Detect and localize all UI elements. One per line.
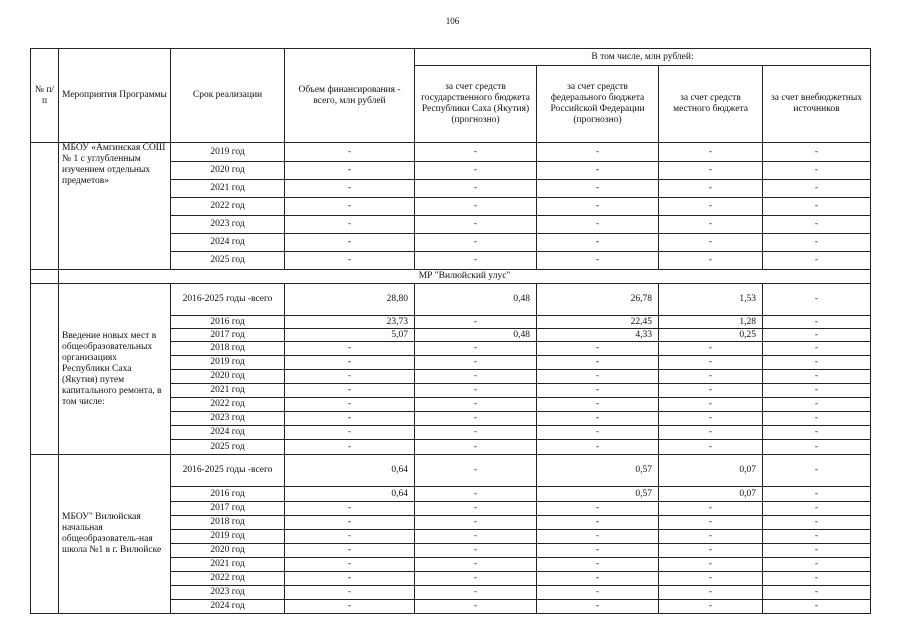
- total-cell: -: [285, 234, 415, 252]
- off-cell: -: [763, 198, 871, 216]
- period-cell: 2025 год: [171, 440, 285, 455]
- off-cell: -: [763, 143, 871, 162]
- total-cell: -: [285, 502, 415, 516]
- period-cell: 2025 год: [171, 252, 285, 270]
- federal-cell: 22,45: [537, 316, 659, 329]
- total-cell: -: [285, 162, 415, 180]
- table-row: [31, 143, 871, 162]
- federal-cell: -: [537, 252, 659, 270]
- regional-cell: -: [415, 252, 537, 270]
- total-cell: -: [285, 384, 415, 398]
- total-cell: -: [285, 516, 415, 530]
- federal-cell: -: [537, 600, 659, 614]
- total-cell: -: [285, 356, 415, 370]
- total-cell: 0,64: [285, 455, 415, 487]
- period-cell: 2024 год: [171, 600, 285, 614]
- local-cell: -: [659, 516, 763, 530]
- federal-cell: -: [537, 558, 659, 572]
- event-label: Введение новых мест в общеобразовательных организациях Республики Саха (Якутия) путем капитального ремонта, в том числе:: [59, 284, 171, 455]
- federal-cell: -: [537, 412, 659, 426]
- regional-cell: -: [415, 455, 537, 487]
- local-cell: -: [659, 342, 763, 356]
- period-cell: 2016 год: [171, 316, 285, 329]
- header-event: Мероприятия Программы: [59, 49, 171, 143]
- off-cell: -: [763, 487, 871, 502]
- period-cell: 2020 год: [171, 544, 285, 558]
- period-cell: 2022 год: [171, 572, 285, 586]
- total-cell: -: [285, 558, 415, 572]
- off-cell: -: [763, 544, 871, 558]
- federal-cell: -: [537, 198, 659, 216]
- regional-cell: -: [415, 356, 537, 370]
- total-cell: -: [285, 180, 415, 198]
- total-cell: 28,80: [285, 284, 415, 316]
- local-cell: -: [659, 180, 763, 198]
- off-cell: -: [763, 516, 871, 530]
- regional-cell: 0,48: [415, 329, 537, 342]
- period-cell: 2019 год: [171, 356, 285, 370]
- regional-cell: -: [415, 572, 537, 586]
- total-cell: 5,07: [285, 329, 415, 342]
- table-row: [31, 455, 871, 487]
- header-offbudget: за счет внебюджетных источников: [763, 66, 871, 143]
- period-cell: 2023 год: [171, 412, 285, 426]
- row-number-cell: [31, 270, 59, 284]
- local-cell: -: [659, 198, 763, 216]
- local-cell: -: [659, 530, 763, 544]
- period-cell: 2022 год: [171, 398, 285, 412]
- federal-cell: 26,78: [537, 284, 659, 316]
- off-cell: -: [763, 600, 871, 614]
- period-cell: 2016-2025 годы -всего: [171, 284, 285, 316]
- federal-cell: -: [537, 586, 659, 600]
- local-cell: -: [659, 162, 763, 180]
- off-cell: -: [763, 370, 871, 384]
- local-cell: 1,53: [659, 284, 763, 316]
- period-cell: 2018 год: [171, 516, 285, 530]
- local-cell: -: [659, 412, 763, 426]
- off-cell: -: [763, 356, 871, 370]
- regional-cell: -: [415, 216, 537, 234]
- federal-cell: -: [537, 162, 659, 180]
- off-cell: -: [763, 180, 871, 198]
- table-body: [31, 143, 871, 614]
- total-cell: -: [285, 342, 415, 356]
- federal-cell: 4,33: [537, 329, 659, 342]
- section-row: [31, 270, 871, 284]
- local-cell: -: [659, 572, 763, 586]
- period-cell: 2019 год: [171, 530, 285, 544]
- federal-cell: -: [537, 544, 659, 558]
- local-cell: -: [659, 370, 763, 384]
- local-cell: -: [659, 234, 763, 252]
- local-cell: 0,25: [659, 329, 763, 342]
- total-cell: -: [285, 143, 415, 162]
- total-cell: -: [285, 252, 415, 270]
- off-cell: -: [763, 530, 871, 544]
- period-cell: 2020 год: [171, 370, 285, 384]
- regional-cell: -: [415, 143, 537, 162]
- regional-cell: -: [415, 426, 537, 440]
- off-cell: -: [763, 455, 871, 487]
- federal-cell: -: [537, 384, 659, 398]
- local-cell: -: [659, 558, 763, 572]
- regional-cell: -: [415, 530, 537, 544]
- regional-cell: -: [415, 516, 537, 530]
- federal-cell: -: [537, 143, 659, 162]
- regional-cell: -: [415, 162, 537, 180]
- period-cell: 2016-2025 годы -всего: [171, 455, 285, 487]
- period-cell: 2023 год: [171, 586, 285, 600]
- period-cell: 2021 год: [171, 384, 285, 398]
- federal-cell: -: [537, 572, 659, 586]
- off-cell: -: [763, 284, 871, 316]
- local-cell: -: [659, 398, 763, 412]
- off-cell: -: [763, 216, 871, 234]
- total-cell: -: [285, 600, 415, 614]
- regional-cell: -: [415, 234, 537, 252]
- total-cell: -: [285, 370, 415, 384]
- table-row: [31, 284, 871, 316]
- regional-cell: -: [415, 440, 537, 455]
- federal-cell: -: [537, 356, 659, 370]
- total-cell: -: [285, 586, 415, 600]
- federal-cell: -: [537, 440, 659, 455]
- off-cell: -: [763, 234, 871, 252]
- regional-cell: -: [415, 342, 537, 356]
- local-cell: 0,07: [659, 455, 763, 487]
- row-number-cell: [31, 284, 59, 455]
- total-cell: -: [285, 440, 415, 455]
- header-period: Срок реализации: [171, 49, 285, 143]
- off-cell: -: [763, 162, 871, 180]
- total-cell: -: [285, 216, 415, 234]
- local-cell: -: [659, 252, 763, 270]
- off-cell: -: [763, 252, 871, 270]
- local-cell: 1,28: [659, 316, 763, 329]
- regional-cell: -: [415, 384, 537, 398]
- total-cell: 0,64: [285, 487, 415, 502]
- row-number-cell: [31, 143, 59, 270]
- off-cell: -: [763, 384, 871, 398]
- local-cell: -: [659, 502, 763, 516]
- header-including: В том числе, млн рублей:: [415, 49, 871, 66]
- off-cell: -: [763, 502, 871, 516]
- row-number-cell: [31, 455, 59, 614]
- off-cell: -: [763, 586, 871, 600]
- local-cell: 0,07: [659, 487, 763, 502]
- total-cell: -: [285, 572, 415, 586]
- regional-cell: -: [415, 412, 537, 426]
- page-number: 106: [445, 16, 460, 26]
- local-cell: -: [659, 586, 763, 600]
- local-cell: -: [659, 600, 763, 614]
- federal-cell: -: [537, 502, 659, 516]
- federal-cell: -: [537, 342, 659, 356]
- federal-cell: -: [537, 234, 659, 252]
- regional-cell: -: [415, 487, 537, 502]
- total-cell: -: [285, 530, 415, 544]
- header-regional: за счет средств государственного бюджета Республики Саха (Якутия) (прогнозно): [415, 66, 537, 143]
- local-cell: -: [659, 440, 763, 455]
- regional-cell: -: [415, 502, 537, 516]
- local-cell: -: [659, 356, 763, 370]
- federal-cell: -: [537, 370, 659, 384]
- total-cell: -: [285, 426, 415, 440]
- total-cell: -: [285, 398, 415, 412]
- period-cell: 2024 год: [171, 234, 285, 252]
- period-cell: 2019 год: [171, 143, 285, 162]
- regional-cell: 0,48: [415, 284, 537, 316]
- period-cell: 2023 год: [171, 216, 285, 234]
- financing-table: [30, 48, 871, 614]
- header-num: № п/п: [31, 49, 59, 143]
- off-cell: -: [763, 572, 871, 586]
- federal-cell: -: [537, 180, 659, 198]
- period-cell: 2024 год: [171, 426, 285, 440]
- local-cell: -: [659, 143, 763, 162]
- period-cell: 2016 год: [171, 487, 285, 502]
- federal-cell: -: [537, 530, 659, 544]
- section-title: МР "Вилюйский улус": [59, 270, 871, 284]
- local-cell: -: [659, 384, 763, 398]
- period-cell: 2020 год: [171, 162, 285, 180]
- period-cell: 2017 год: [171, 329, 285, 342]
- off-cell: -: [763, 398, 871, 412]
- header-federal: за счет средств федерального бюджета Российской Федерации (прогнозно): [537, 66, 659, 143]
- period-cell: 2021 год: [171, 180, 285, 198]
- off-cell: -: [763, 412, 871, 426]
- regional-cell: -: [415, 180, 537, 198]
- regional-cell: -: [415, 370, 537, 384]
- regional-cell: -: [415, 544, 537, 558]
- federal-cell: 0,57: [537, 487, 659, 502]
- period-cell: 2018 год: [171, 342, 285, 356]
- event-label: МБОУ «Амгинская СОШ № 1 с углубленным изучением отдельных предметов»: [59, 143, 171, 270]
- total-cell: 23,73: [285, 316, 415, 329]
- federal-cell: -: [537, 516, 659, 530]
- federal-cell: -: [537, 398, 659, 412]
- federal-cell: -: [537, 426, 659, 440]
- header-total: Объем финансирования - всего, млн рублей: [285, 49, 415, 143]
- local-cell: -: [659, 216, 763, 234]
- total-cell: -: [285, 198, 415, 216]
- regional-cell: -: [415, 198, 537, 216]
- local-cell: -: [659, 426, 763, 440]
- period-cell: 2017 год: [171, 502, 285, 516]
- regional-cell: -: [415, 600, 537, 614]
- off-cell: -: [763, 342, 871, 356]
- off-cell: -: [763, 329, 871, 342]
- total-cell: -: [285, 412, 415, 426]
- off-cell: -: [763, 440, 871, 455]
- local-cell: -: [659, 544, 763, 558]
- period-cell: 2021 год: [171, 558, 285, 572]
- regional-cell: -: [415, 316, 537, 329]
- regional-cell: -: [415, 398, 537, 412]
- off-cell: -: [763, 316, 871, 329]
- regional-cell: -: [415, 558, 537, 572]
- federal-cell: 0,57: [537, 455, 659, 487]
- off-cell: -: [763, 558, 871, 572]
- header-local: за счет средств местного бюджета: [659, 66, 763, 143]
- off-cell: -: [763, 426, 871, 440]
- federal-cell: -: [537, 216, 659, 234]
- event-label: МБОУ" Вилюйская начальная общеобразователь-ная школа №1 в г. Вилюйске: [59, 455, 171, 614]
- regional-cell: -: [415, 586, 537, 600]
- period-cell: 2022 год: [171, 198, 285, 216]
- total-cell: -: [285, 544, 415, 558]
